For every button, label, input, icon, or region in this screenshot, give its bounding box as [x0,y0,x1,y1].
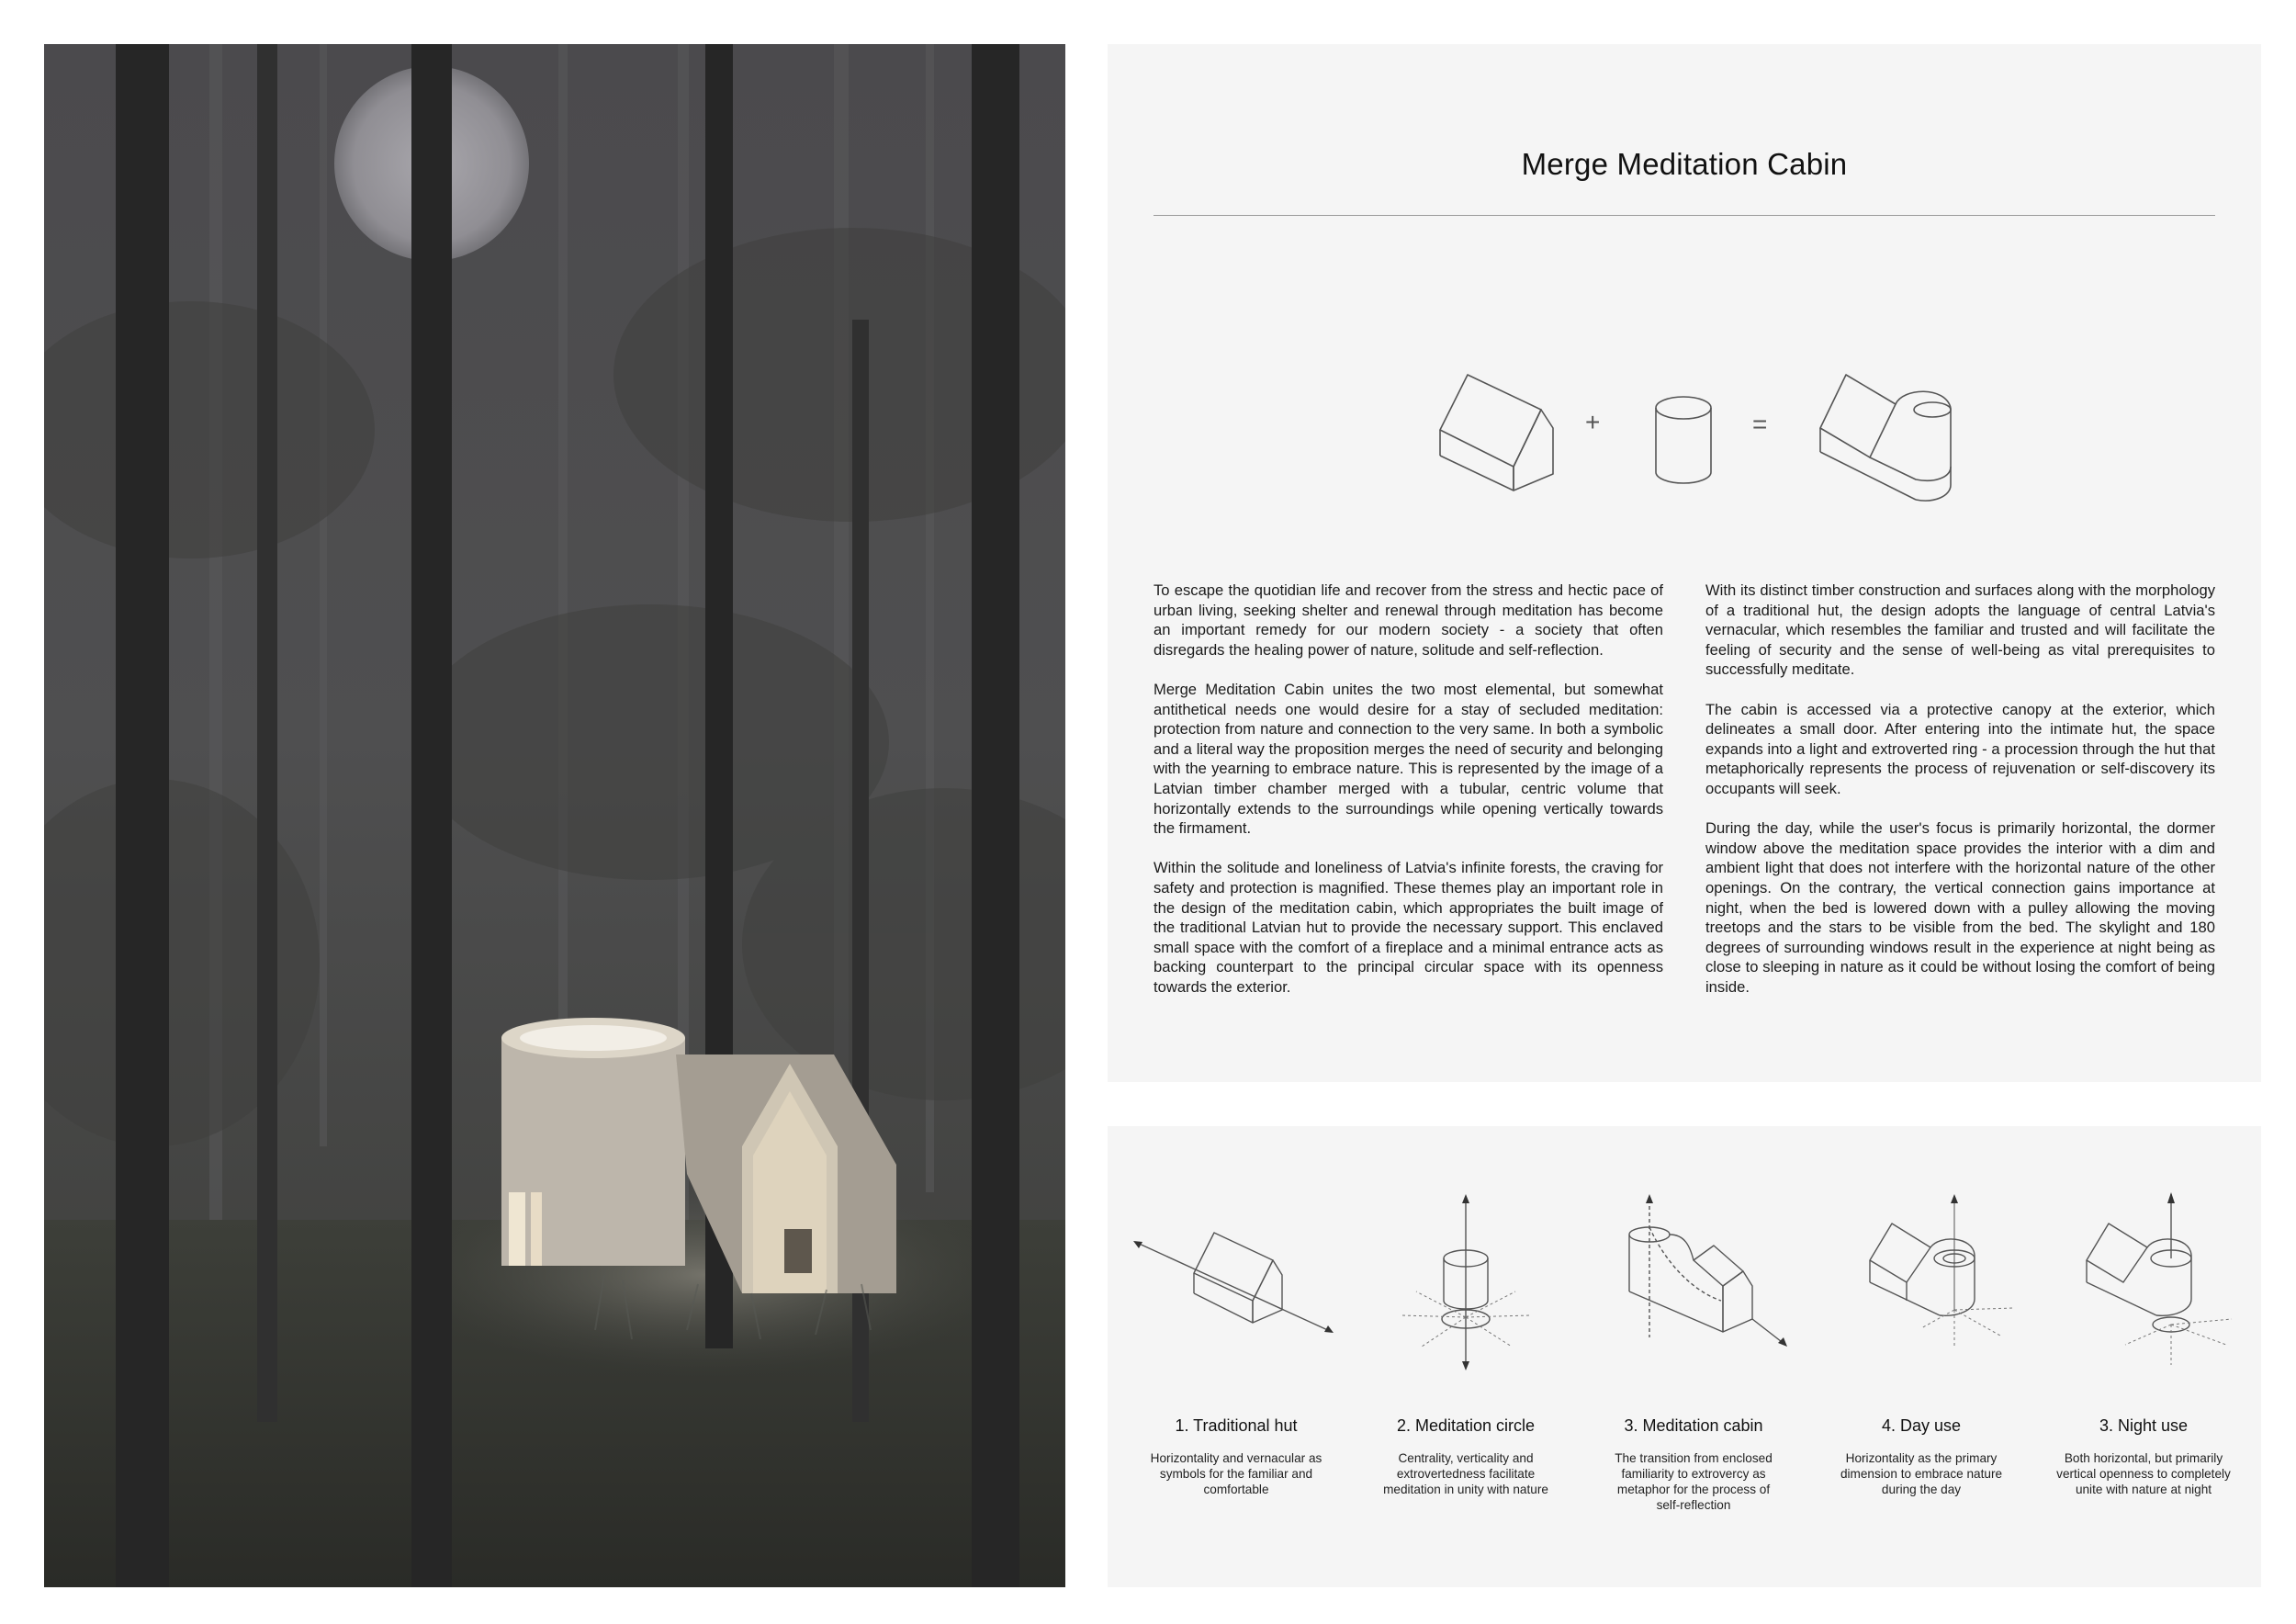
step-label: 3. Meditation cabin [1624,1416,1763,1435]
description-panel [1108,44,2261,1082]
paragraph: The cabin is accessed via a protective canopy at the exterior, which delineates a small door. After entering into the intimate hut, the space expands into a light and extroverted ring - a procession through the hut that metaphorically represents the process of rejuvenation or self-discovery its occupants will seek. [1705,700,2215,797]
step-description: Horizontality as the primary dimension to embrace nature during the day [1840,1451,2003,1496]
step-description: The transition from enclosed familiarity to extrovercy as metaphor for the process of self-reflection [1615,1451,1773,1512]
concept-formula [1108,320,2261,522]
step-label: 2. Meditation circle [1396,1416,1536,1435]
concept-steps-panel [1108,1126,2261,1587]
cabin-forest-render [44,44,1065,1587]
paragraph: To escape the quotidian life and recover from the stress and hectic pace of urban living, seeking shelter and renewal through meditation has become an important remedy for our modern society - a society that often disregards the healing power of nature, solitude and self-reflection. [1154,581,1663,659]
step-day-use [1811,1190,2032,1497]
concept-formula-diagram [1108,320,2261,522]
night-use-icon [2033,1190,2254,1374]
paragraph: Within the solitude and loneliness of Latvia's infinite forests, the craving for safety and protection is magnified. These themes play an important role in the design of the meditation cabin, which appropriates the built image of the traditional Latvian hut to provide the necessary support. This enclaved small space with the comfort of a fireplace and a minimal entrance acts as backing counterpart to the principal circular space with its openness towards the exterior. [1154,859,1663,996]
merged-cabin-icon [1820,375,1951,501]
body-text [1154,581,2215,1017]
step-description: Centrality, verticality and extrovertedness facilitate meditation in unity with nature [1383,1451,1548,1496]
equals-sign: = [1752,410,1768,438]
step-label: 1. Traditional hut [1175,1416,1298,1435]
paragraph: With its distinct timber construction and surfaces along with the morphology of a traditional hut, the design adopts the language of central Latvia's vernacular, which resembles the familiar and trusted and will facilitate the feeling of security and the sense of well-being as vital prerequisites to successfully meditate. [1705,581,2215,679]
page-title: Merge Meditation Cabin [1521,147,1848,181]
merged-cabin-icon [1583,1190,1804,1374]
forest-night-image [44,44,1065,1587]
hut-axis-icon [1126,1190,1346,1374]
text-column-left [1154,581,1663,1017]
cylinder-radial-icon [1356,1190,1576,1374]
step-traditional-hut [1126,1190,1346,1497]
step-meditation-cabin [1583,1190,1804,1513]
step-label: 4. Day use [1881,1416,1962,1435]
paragraph: Merge Meditation Cabin unites the two most elemental, but somewhat antithetical needs one would desire for a stay of secluded meditation: protection from nature and connection to the very same. In both a symbolic and a literal way the proposition merges the need of security and belonging with the yearning to embrace nature. This is represented by the image of a Latvian timber chamber merged with a tubular, centric volume that horizontally extends to the surroundings while opening vertically towards the firmament. [1154,680,1663,838]
plus-sign: + [1585,408,1601,436]
title-divider [1154,215,2215,216]
step-description: Both horizontal, but primarily vertical openness to completely unite with nature at night [2056,1451,2231,1496]
paragraph: During the day, while the user's focus is primarily horizontal, the dormer window above the meditation space provides the interior with a dim and ambient light that does not interfere with the horizontal nature of the other openings. On the contrary, the vertical connection gains importance at night, when the bed is lowered down with a pulley allowing the moving treetops and the stars to be visible from the bed. The skylight and 180 degrees of surrounding windows result in the experience at night being as close to sleeping in nature as it could be without losing the comfort of being inside. [1705,819,2215,996]
step-label: 3. Night use [2099,1416,2189,1435]
step-meditation-circle [1356,1190,1576,1497]
step-night-use [2033,1190,2254,1497]
cylinder-icon [1656,397,1711,483]
text-column-right [1705,581,2215,1017]
hut-icon [1440,375,1553,491]
step-description: Horizontality and vernacular as symbols for the familiar and comfortable [1150,1451,1322,1496]
day-use-icon [1811,1190,2032,1374]
